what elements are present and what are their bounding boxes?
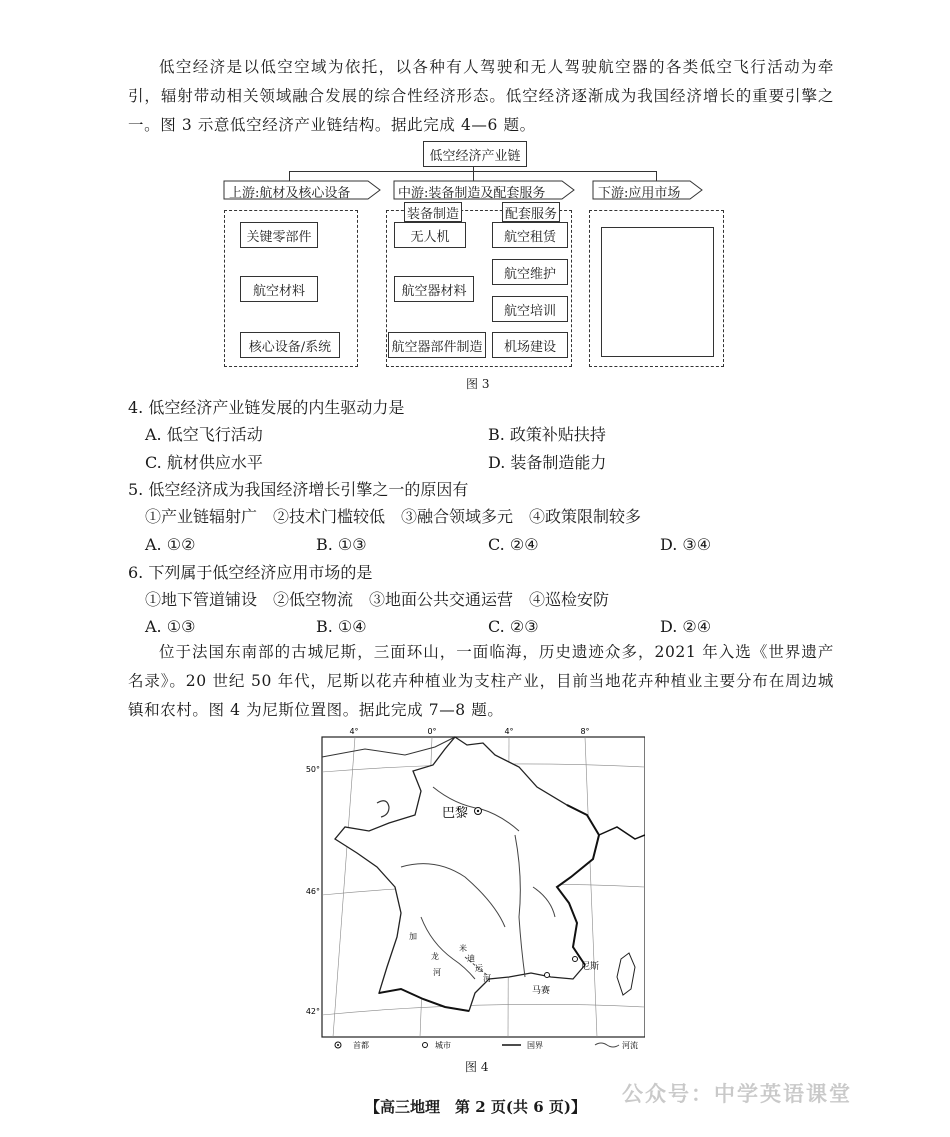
q4-option-c[interactable]: C. 航材供应水平 [145,453,263,472]
canal-char: 河 [483,974,491,983]
q4-option-b[interactable]: B. 政策补贴扶持 [488,425,606,444]
figure-4-caption: 图 4 [465,1060,489,1074]
figure-3-caption: 图 3 [466,377,490,391]
paris-marker-dot [477,810,479,812]
up-item: 关键零部件 [240,222,318,248]
marseille-label: 马赛 [532,986,551,996]
q5-option-b[interactable]: B. ①③ [316,535,367,554]
q6-option-a[interactable]: A. ①③ [145,617,196,636]
root-node: 低空经济产业链 [423,141,527,167]
up-item: 航空材料 [240,276,318,302]
map-legend [335,1040,638,1050]
up-item: 核心设备/系统 [240,332,340,358]
question-6-stem: 6. 下列属于低空经济应用市场的是 [128,563,373,582]
lon-label: 4° [349,727,359,736]
svc-item: 航空培训 [492,296,568,322]
manufacture-tab: 装备制造 [404,202,462,222]
lon-label: 8° [580,727,590,736]
legend-city: 城市 [435,1041,451,1050]
legend-river: 河流 [622,1041,638,1050]
garonne-char: 河 [433,968,441,977]
lat-label: 46° [305,887,320,896]
legend-border: 国界 [527,1041,543,1050]
garonne-char: 加 [409,932,417,941]
canal-char: 米 [459,944,467,953]
q6-option-b[interactable]: B. ①④ [316,617,367,636]
figure-4-map [305,727,645,1057]
intro-paragraph-1: 低空经济是以低空空域为依托，以各种有人驾驶和无人驾驶航空器的各类低空飞行活动为牵引，辐射带动相关领域融合发展的综合性经济形态。低空经济逐渐成为我国经济增长的重要引擎之一。图 3 示意低空经济产业链结构。据此完成 4—6 题。 [128,58,834,134]
intro-paragraph-2: 位于法国东南部的古城尼斯，三面环山，一面临海，历史遗迹众多，2021 年入选《世界遗产名录》。20 世纪 50 年代，尼斯以花卉种植业为支柱产业，目前当地花卉种植业主要分布在周边城镇和农村。图 4 为尼斯位置图。据此完成 7—8 题。 [128,643,834,719]
q4-option-a[interactable]: A. 低空飞行活动 [145,425,263,444]
marseille-marker [545,973,550,978]
lat-label: 50° [305,765,320,774]
q4-option-d[interactable]: D. 装备制造能力 [488,453,607,472]
canal-char: 运 [475,964,483,973]
svc-item: 航空维护 [492,259,568,285]
question-5-stem: 5. 低空经济成为我国经济增长引擎之一的原因有 [128,480,469,499]
nice-label: 尼斯 [581,962,600,972]
q5-items: ①产业链辐射广 ②技术门槛较低 ③融合领域多元 ④政策限制较多 [145,507,642,526]
mfg-item: 航空器材料 [394,276,474,302]
q5-option-d[interactable]: D. ③④ [660,535,712,554]
service-tab: 配套服务 [502,202,560,222]
downstream-label: 下游:应用市场 [598,186,681,201]
q6-items: ①地下管道铺设 ②低空物流 ③地面公共交通运营 ④巡检安防 [145,590,610,609]
lon-label: 0° [427,727,437,736]
upstream-label: 上游:航材及核心设备 [229,186,351,201]
svc-item: 机场建设 [492,332,568,358]
q5-option-c[interactable]: C. ②④ [488,535,539,554]
nice-marker [573,957,578,962]
mfg-item: 无人机 [394,222,466,248]
mfg-item: 航空器部件制造 [388,332,486,358]
q6-option-c[interactable]: C. ②③ [488,617,539,636]
midstream-label: 中游:装备制造及配套服务 [398,186,546,201]
page-footer: 【高三地理 第 2 页(共 6 页)】 [365,1098,586,1116]
lat-label: 42° [305,1007,320,1016]
watermark: 公众号：中学英语课堂 [622,1081,852,1106]
paris-label: 巴黎 [442,806,469,821]
lon-label: 4° [504,727,514,736]
q6-option-d[interactable]: D. ②④ [660,617,712,636]
svc-item: 航空租赁 [492,222,568,248]
q5-option-a[interactable]: A. ①② [145,535,196,554]
garonne-char: 龙 [431,952,439,961]
downstream-blank-box [601,227,714,357]
canal-char: 迪 [467,954,475,963]
question-4-stem: 4. 低空经济产业链发展的内生驱动力是 [128,398,405,417]
legend-capital: 首都 [353,1041,369,1050]
